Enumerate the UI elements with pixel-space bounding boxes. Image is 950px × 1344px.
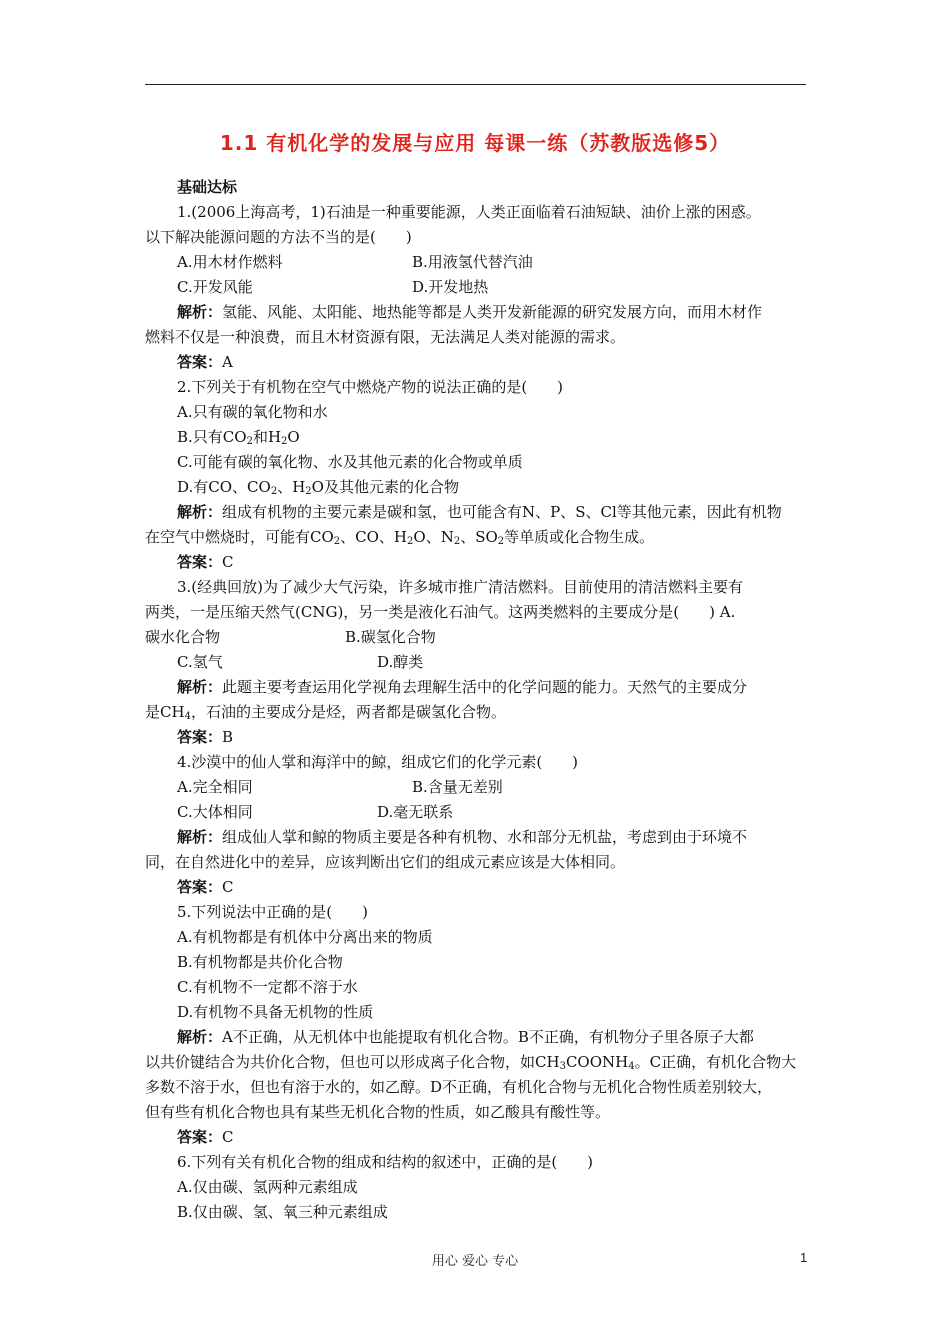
q2-an-part3: O、N [413,528,454,546]
q3-analysis-cont [145,700,809,725]
answer-label: 答案： [177,1128,223,1146]
q4-option-c: C.大体相同 [177,803,253,821]
q3-an-part1: 是CH [145,703,185,721]
q2-d-part3: O及其他元素的化合物 [311,478,459,496]
q3-options-cd [145,650,809,675]
answer-label: 答案： [177,878,223,896]
q1-stem: 1.(2006上海高考，1)石油是一种重要能源，人类正面临着石油短缺、油价上涨的困惑。 [177,203,761,221]
q1-option-d: D.开发地热 [412,278,489,296]
q4-options-ab [145,775,809,800]
q1-stem-cont: 以下解决能源问题的方法不当的是( ) [145,228,412,246]
subscript: 2 [281,436,288,447]
q2-b-part1: B.只有CO [177,428,247,446]
subscript: 2 [305,486,312,497]
page-title: 1.1 有机化学的发展与应用 每课一练（苏教版选修5） [219,131,731,155]
subscript: 2 [270,486,278,497]
answer-label: 答案： [177,553,223,571]
analysis-label: 解析： [177,828,223,846]
q5-option-b: B.有机物都是共价化合物 [177,953,343,971]
q5-analysis-cont2: 多数不溶于水，但也有溶于水的，如乙醇。D不正确，有机化合物与无机化合物性质差别较大， [145,1078,773,1096]
q1-analysis-cont: 燃料不仅是一种浪费，而且木材资源有限，无法满足人类对能源的需求。 [145,328,626,346]
subscript: 2 [407,536,414,547]
q3-analysis [145,675,809,700]
q2-analysis-cont [145,525,809,550]
q3-option-d: D.醇类 [377,653,424,671]
subscript: 4 [184,711,191,722]
q2-answer-value: C [222,553,234,571]
q2-b-part3: O [287,428,300,446]
q1-options-ab [145,250,809,275]
q5-option-a: A.有机物都是有机体中分离出来的物质 [177,928,433,946]
q6-option-a: A.仅由碳、氢两种元素组成 [177,1178,358,1196]
q1-answer [145,350,809,375]
q2-an-part4: 、SO [460,528,498,546]
q4-answer [145,875,809,900]
q1-option-c: C.开发风能 [177,278,253,296]
q3-option-c: C.氢气 [177,653,223,671]
q4-analysis [145,825,809,850]
q4-analysis-text: 组成仙人掌和鲸的物质主要是各种有机物、水和部分无机盐，考虑到由于环境不 [222,828,748,846]
q4-answer-value: C [222,878,234,896]
q5-an-part2: COONH [565,1053,629,1071]
footer-motto: 用心 爱心 专心 [431,1254,519,1269]
q4-option-b: B.含量无差别 [412,778,503,796]
q5-analysis-text: A不正确，从无机体中也能提取有机化合物。B不正确，有机物分子里各原子大都 [222,1028,754,1046]
q2-stem: 2.下列关于有机物在空气中燃烧产物的说法正确的是( ) [177,378,564,396]
q3-option-a: 碳水化合物 [145,628,221,646]
q2-an-part2: 、CO、H [340,528,408,546]
q5-answer-value: C [222,1128,234,1146]
header-rule [145,84,806,85]
subscript: 2 [453,536,461,547]
q4-option-d: D.毫无联系 [377,803,454,821]
section-heading: 基础达标 [177,178,238,196]
q5-stem: 5.下列说法中正确的是( ) [177,903,369,921]
subscript: 2 [497,536,505,547]
q1-answer-value: A [222,353,233,371]
q4-analysis-cont: 同，在自然进化中的差异，应该判断出它们的组成元素应该是大体相同。 [145,853,626,871]
q2-an-part5: 等单质或化合物生成。 [504,528,655,546]
q5-option-c: C.有机物不一定都不溶于水 [177,978,358,996]
q1-option-b: B.用液氢代替汽油 [412,253,533,271]
page-number: 1 [800,1250,808,1265]
q5-analysis [145,1025,809,1050]
q5-option-d: D.有机物不具备无机物的性质 [177,1003,374,1021]
q4-option-a: A.完全相同 [177,778,253,796]
q5-an-part3: 。C正确，有机化合物大 [634,1053,797,1071]
q5-an-part1: 以共价键结合为共价化合物，但也可以形成离子化合物，如CH [145,1053,560,1071]
q3-answer [145,725,809,750]
q2-b-part2: 和H [252,428,282,446]
q2-option-a: A.只有碳的氧化物和水 [177,403,328,421]
q2-option-d [145,475,809,500]
q1-analysis [145,300,809,325]
q3-options-ab [145,625,809,650]
q6-option-b: B.仅由碳、氢、氧三种元素组成 [177,1203,388,1221]
q2-option-c: C.可能有碳的氧化物、水及其他元素的化合物或单质 [177,453,523,471]
subscript: 4 [628,1061,635,1072]
document-body [145,175,809,1225]
q3-analysis-text: 此题主要考查运用化学视角去理解生活中的化学问题的能力。天然气的主要成分 [222,678,748,696]
analysis-label: 解析： [177,1028,223,1046]
q4-stem: 4.沙漠中的仙人掌和海洋中的鲸，组成它们的化学元素( ) [177,753,579,771]
q6-stem: 6.下列有关有机化合物的组成和结构的叙述中，正确的是( ) [177,1153,594,1171]
q1-analysis-text: 氢能、风能、太阳能、地热能等都是人类开发新能源的研究发展方向，而用木材作 [222,303,763,321]
q1-option-a: A.用木材作燃料 [177,253,283,271]
q3-answer-value: B [222,728,234,746]
q5-analysis-cont3: 但有些有机化合物也具有某些无机化合物的性质，如乙酸具有酸性等。 [145,1103,611,1121]
analysis-label: 解析： [177,303,223,321]
q3-an-part2: ，石油的主要成分是烃，两者都是碳氢化合物。 [190,703,506,721]
q3-option-b: B.碳氢化合物 [345,628,436,646]
q5-answer [145,1125,809,1150]
q2-answer [145,550,809,575]
answer-label: 答案： [177,728,223,746]
analysis-label: 解析： [177,678,223,696]
q2-d-part1: D.有CO、CO [177,478,271,496]
q2-option-b [145,425,809,450]
q3-stem-cont: 两类，一是压缩天然气(CNG)，另一类是液化石油气。这两类燃料的主要成分是( ) A. [145,603,736,621]
subscript: 2 [246,436,253,447]
q5-analysis-cont [145,1050,809,1075]
q2-an-part1: 在空气中燃烧时，可能有CO [145,528,334,546]
subscript: 2 [333,536,341,547]
q2-d-part2: 、H [277,478,306,496]
analysis-label: 解析： [177,503,223,521]
answer-label: 答案： [177,353,223,371]
q4-options-cd [145,800,809,825]
q2-analysis [145,500,809,525]
q2-analysis-text: 组成有机物的主要元素是碳和氢，也可能含有N、P、S、Cl等其他元素，因此有机物 [222,503,782,521]
q1-options-cd [145,275,809,300]
q3-stem: 3.(经典回放)为了减少大气污染，许多城市推广清洁燃料。目前使用的清洁燃料主要有 [177,578,744,596]
subscript: 3 [559,1061,566,1072]
